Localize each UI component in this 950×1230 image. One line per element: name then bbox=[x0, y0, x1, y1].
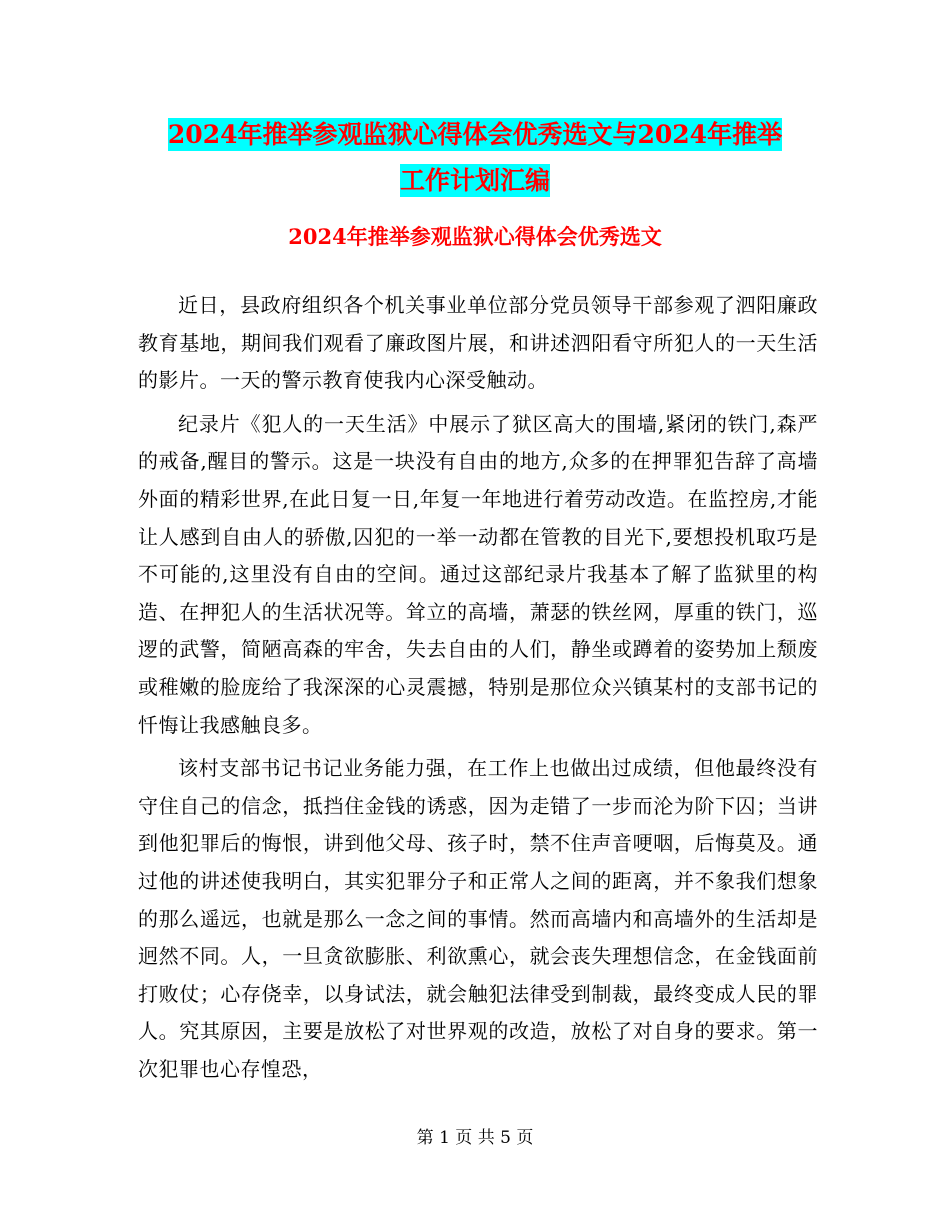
document-body bbox=[138, 287, 818, 1094]
page-footer: 第 1 页 共 5 页 bbox=[416, 1128, 534, 1148]
document-title-line-1: 2024年推举参观监狱心得体会优秀选文与2024年推举 bbox=[167, 120, 783, 149]
document-title bbox=[0, 112, 950, 204]
paragraph-3: 该村支部书记书记业务能力强，在工作上也做出过成绩，但他最终没有守住自己的信念，抵挡住金钱的诱惑，因为走错了一步而沦为阶下囚；当讲到他犯罪后的悔恨，讲到他父母、孩子时，禁不住声音哽咽，后悔莫及。通过他的讲述使我明白，其实犯罪分子和正常人之间的距离，并不象我们想象的那么遥远，也就是那么一念之间的事情。然而高墙内和高墙外的生活却是迥然不同。人，一旦贪欲膨胀、利欲熏心，就会丧失理想信念，在金钱面前打败仗；心存侥幸，以身试法，就会触犯法律受到制裁，最终变成人民的罪人。究其原因，主要是放松了对世界观的改造，放松了对自身的要求。第一次犯罪也心存惶恐， bbox=[138, 756, 818, 1081]
section-title: 2024年推举参观监狱心得体会优秀选文 bbox=[288, 224, 662, 249]
document-title-line-2: 工作计划汇编 bbox=[399, 166, 550, 195]
paragraph-1: 近日，县政府组织各个机关事业单位部分党员领导干部参观了泗阳廉政教育基地，期间我们观看了廉政图片展，和讲述泗阳看守所犯人的一天生活的影片。一天的警示教育使我内心深受触动。 bbox=[138, 293, 818, 393]
paragraph-2: 纪录片《犯人的一天生活》中展示了狱区高大的围墙,紧闭的铁门,森严的戒备,醒目的警示。这是一块没有自由的地方,众多的在押罪犯告辞了高墙外面的精彩世界,在此日复一日,年复一年地进行着劳动改造。在监控房,才能让人感到自由人的骄傲,囚犯的一举一动都在管教的目光下,要想投机取巧是不可能的,这里没有自由的空间。通过这部纪录片我基本了解了监狱里的构造、在押犯人的生活状况等。耸立的高墙，萧瑟的铁丝网，厚重的铁门，巡逻的武警，简陋高森的牢舍，失去自由的人们，静坐或蹲着的姿势加上颓废或稚嫩的脸庞给了我深深的心灵震撼，特别是那位众兴镇某村的支部书记的忏悔让我感触良多。 bbox=[138, 411, 818, 737]
